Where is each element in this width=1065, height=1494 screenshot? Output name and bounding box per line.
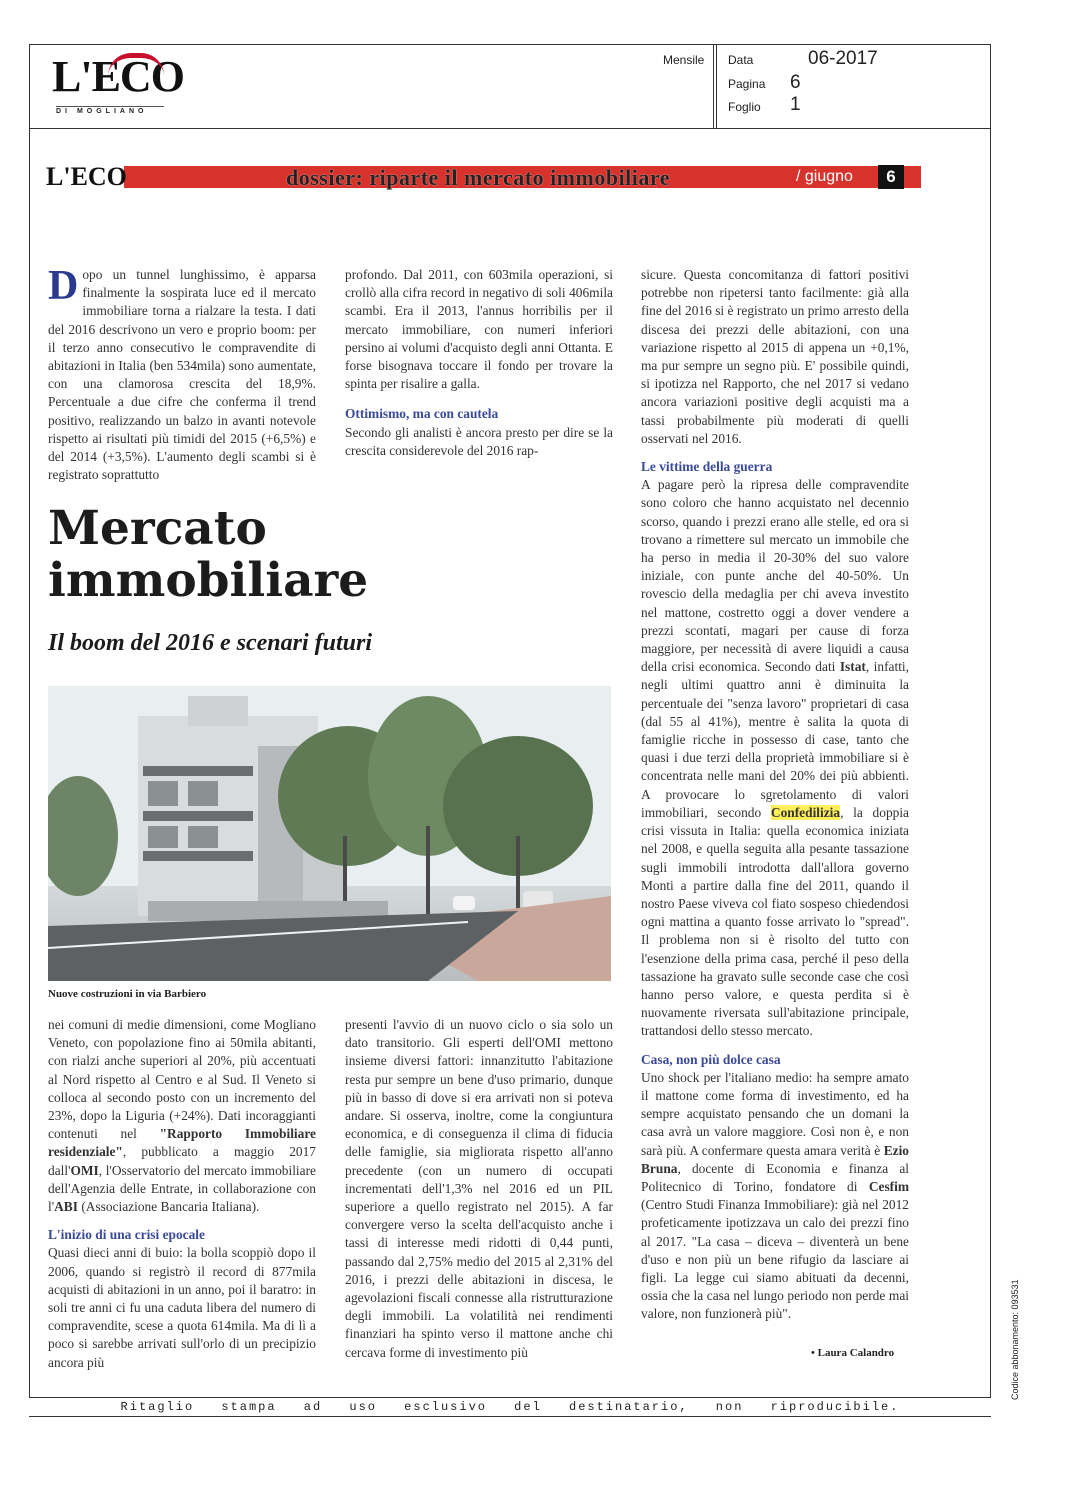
col1b-text-a: nei comuni di medie dimensioni, come Mogliano Veneto, con popolazione fino ai 50mila abitanti, con rialzi anche superiori al 20%, più accentuati al Nord rispetto al Centro e al Sud. Il Veneto si colloca al secondo posto con un incremento del 23%, dopo la Liguria (+24%). Dati incoraggianti contenuti nel [48, 1017, 316, 1142]
istat-bold: Istat [839, 659, 866, 675]
headline-line-2: immobiliare [48, 553, 369, 608]
subheading-crisi: L'inizio di una crisi epocale [48, 1227, 205, 1243]
col3-text-c: , la doppia crisi vissuta in Italia: quella economica iniziata nel 2008, e quella seguita alla pesante tassazione sugli immobili introdotta dall'allora governo Monti a partire dalla fine del 2011, quando il nostro Paese viveva col fiato sospeso chiedendosi ogni mattina a quanto fosse arrivato lo "spread". Il problema non si è risolto del tutto con l'esenzione della prima casa, perché il peso della tassazione ha gravato sulle seconde case che così hanno perso valore, e questa perdita si è nuovamente riversata sull'abitazione principale, trattandosi dello stesso mercato. [641, 804, 909, 1039]
col2-bottom-paragraph: presenti l'avvio di un nuovo ciclo o sia solo un dato transitorio. Gli esperti dell'OMI mettono insieme diversi fattori: innanzitutto l'abitazione resta pur sempre un bene d'uso primario, dunque più in basso di dove si era arrivati non si poteva andare. Si osserva, inoltre, come la congiuntura economica, e di conseguenza il clima di fiducia delle famiglie, sia migliorata rispetto all'anno precedente (con un numero di occupati incrementati dell'1,3% nel 2016 ed un PIL superiore a quello registrato nel 2015). A far convergere verso la scelta dell'acquisto anche i tassi di interesse medi ridotti di 0,44 punti, passando dal 2,75% medio del 2015 al 2,31% del 2016, i prezzi delle abitazioni in discesa, le agevolazioni fiscali connesse alla ristrutturazione degli immobili. La volatilità nei rendimenti finanziari ha spinto verso il mattone anche chi cercava forme di investimento più [345, 1017, 613, 1360]
photo-caption: Nuove costruzioni in via Barbiero [48, 988, 207, 1000]
foglio-value: 1 [790, 94, 801, 115]
col1b-text-d: (Associazione Bancaria Italiana). [77, 1199, 260, 1215]
data-value: 06-2017 [808, 48, 878, 69]
col1b-text-b: , pubblicato a maggio 2017 dall' [48, 1144, 316, 1178]
confedilizia-highlight: Confedilizia [770, 804, 841, 820]
article-headline [48, 503, 368, 607]
section-banner [46, 162, 910, 192]
column-3 [641, 266, 909, 1324]
col3-text-b: , infatti, negli ultimi quattro anni è diminuita la percentuale dei "senza lavoro" proprietari di casa (dal 55 al 41%), mentre è salita la quota di famiglie ricche in possesso di case, tanto che quasi i due terzi della proprietà immobiliare si è concentrata nelle mani del 20% dei più abbienti. A provocare lo sgretolamento di valori immobiliari, secondo [641, 659, 909, 820]
article-photo [48, 686, 611, 981]
col1-bottom-paragraph-2: Quasi dieci anni di buio: la bolla scoppiò dopo il 2006, quando si registrò il record di 877mila acquisti di abitazioni in un anno, poi il baratro: in soli tre anni ci fu una caduta libera del numero di compravendite, scese a quota 614mila. Ma di lì a poco si sarebbe arrivati sull'orlo di un precipizio ancora più [48, 1245, 316, 1370]
cesfim-bold: Cesfim [868, 1178, 909, 1194]
col3-text-d: Uno shock per l'italiano medio: ha sempre amato il mattone come forma di investimento, ed ha sempre acquistato pensando che un domani la casa avrà un valore maggiore. Così non è, e non sarà più. A confermare questa amara verità è [641, 1069, 909, 1158]
col3-paragraph-3 [641, 1069, 909, 1324]
frequency-label: Mensile [663, 53, 705, 67]
pagina-value: 6 [790, 72, 801, 93]
col1b-text-c: , l'Osservatorio del mercato immobiliare dell'Agenzia delle Entrate, in collaborazione con l' [48, 1162, 316, 1215]
col1-bottom-paragraph-1 [48, 1016, 316, 1216]
column-1-bottom [48, 1016, 316, 1372]
data-label: Data [728, 53, 754, 67]
col3-text-a: A pagare però la ripresa delle compravendite sono coloro che hanno acquistato nel decennio scorso, quando i prezzi erano alle stelle, ed ora si trovano a rimettere sul mercato un immobile che ha perso in media il 20-30% del suo valore iniziale, con punte anche del 40-50%. Un rovescio della medaglia per chi aveva investito nel mattone, costretto oggi a dover vendere a prezzi scontati, magari per cause di forza maggiore, per necessità di avere liquidi a causa della crisi economica. Secondo dati [641, 477, 909, 675]
clipping-header [29, 44, 991, 129]
photo-illustration [48, 686, 611, 981]
banner-page-number: 6 [878, 165, 904, 189]
subheading-casa: Casa, non più dolce casa [641, 1051, 781, 1067]
omi-bold: OMI [70, 1162, 99, 1178]
banner-logo-text: L'ECO [46, 162, 127, 191]
col3-paragraph-2 [641, 476, 909, 1040]
banner-logo [46, 162, 127, 192]
abi-bold: ABI [54, 1199, 78, 1215]
pagina-label: Pagina [728, 77, 766, 91]
header-divider [713, 45, 717, 128]
banner-month: / giugno [796, 168, 853, 185]
banner-title: dossier: riparte il mercato immobiliare [286, 165, 671, 190]
foglio-label: Foglio [728, 100, 761, 114]
logo-text: L'ECO [52, 52, 184, 101]
headline-line-1: Mercato [48, 501, 267, 556]
column-2-bottom [345, 1016, 613, 1362]
column-2-top [345, 266, 613, 460]
col3-text-e: , docente di Economia e finanza al Politecnico di Torino, fondatore di [641, 1160, 909, 1194]
author-signature: • Laura Calandro [811, 1347, 895, 1359]
col2-top-paragraph: profondo. Dal 2011, con 603mila operazioni, si crollò alla cifra record in negativo di soli 406mila scambi. Era il 2013, l'annus horribilis per il mercato immobiliare, con numeri inferiori persino ai volumi d'acquisto degli anni Ottanta. E forse bisognava toccare il fondo per trovare la spinta per risalire a galla. [345, 267, 613, 392]
col1-top-text: opo un tunnel lunghissimo, è apparsa finalmente la sospirata luce ed il mercato immobiliare torna a rialzare la testa. I dati del 2016 descrivono un vero e proprio boom: per il terzo anno consecutivo le compravendite di abitazioni in Italia (ben 534mila) sono aumentate, con una clamorosa crescita del 18,9%. Percentuale a due cifre che conferma il trend positivo, realizzando un balzo in avanti notevole rispetto ai risultati più timidi del 2015 (+6,5%) e del 2014 (+3,5%). L'aumento degli scambi si è registrato soprattutto [48, 267, 316, 483]
rapporto-bold: "Rapporto Immobiliare residenziale" [48, 1126, 316, 1160]
ezio-bruna-bold: Ezio Bruna [641, 1142, 909, 1176]
logo-cell [30, 45, 714, 128]
drop-cap: D [48, 263, 79, 309]
codice-abbonamento [1000, 1260, 1020, 1410]
subheading-ottimismo: Ottimismo, ma con cautela [345, 406, 499, 422]
codice-text: Codice abbonamento: 093531 [1010, 1279, 1020, 1400]
column-1-top [48, 263, 316, 484]
footer-notice: Ritaglio stampa ad uso esclusivo del destinatario, non riproducibile. [29, 1397, 991, 1417]
publication-logo [52, 52, 184, 119]
subheading-vittime: Le vittime della guerra [641, 459, 773, 475]
col3-paragraph-1: sicure. Questa concomitanza di fattori positivi potrebbe non ripetersi tanto facilmente: già alla fine del 2016 si è registrato un primo arresto della discesa dei prezzi delle abitazioni, con una variazione rispetto al 2015 di appena un +0,1%, ma pur sempre un segno più. E' possibile quindi, si ipotizza nel Rapporto, che nel 2017 si vedano ancora variazioni positive degli acquisti ma a tassi probabilmente più moderati di quelli osservati nel 2016. [641, 267, 909, 446]
article-subheadline: Il boom del 2016 e scenari futuri [48, 630, 373, 656]
col3-text-f: (Centro Studi Finanza Immobiliare): già nel 2012 profeticamente ipotizzava un calo dei prezzi fino al 2017. "La casa – diceva – diventerà un bene d'uso e non più un bene rifugio da lasciare ai figli. La legge cui siamo abituati da decenni, ossia che la casa nel lungo periodo non perde mai valore, non funzionerà più". [641, 1197, 909, 1322]
logo-subtitle: DI MOGLIANO [56, 106, 164, 115]
col2-top-paragraph-2: Secondo gli analisti è ancora presto per dire se la crescita considerevole del 2016 rap- [345, 424, 613, 458]
